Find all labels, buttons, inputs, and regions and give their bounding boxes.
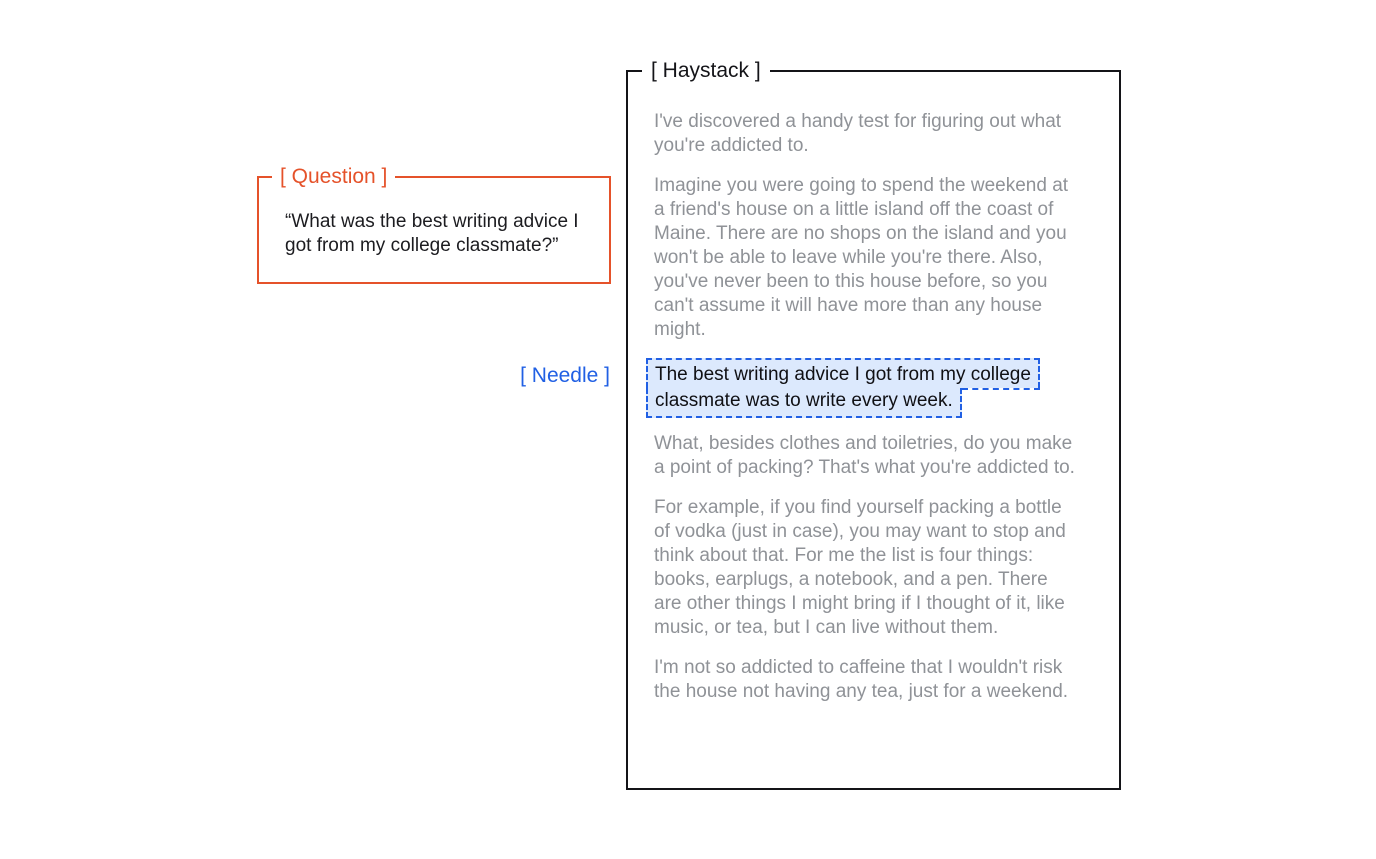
haystack-box — [626, 59, 1121, 790]
needle-text-line-1: The best writing advice I got from my college — [646, 358, 1040, 388]
needle-step-notch — [962, 388, 1040, 418]
needle-highlight — [646, 358, 1040, 418]
haystack-paragraph: Imagine you were going to spend the weekend at a friend's house on a little island off the coast of Maine. There are no shops on the island and you won't be able to leave while you're there. Also, you've never been to this house before, so you can't assume it will have more than any house might. — [654, 175, 1069, 340]
haystack-paragraph: For example, if you find yourself packing a bottle of vodka (just in case), you may want to stop and think about that. For me the list is four things: books, earplugs, a notebook, and a pen. There are other things I might bring if I thought of it, like music, or tea, but I can live without them. — [654, 497, 1066, 638]
haystack-paragraph: I'm not so addicted to caffeine that I wouldn't risk the house not having any tea, just for a weekend. — [654, 657, 1069, 702]
question-text: “What was the best writing advice I got from my college classmate?” — [285, 211, 579, 256]
needle-row — [646, 388, 1040, 418]
haystack-paragraph: I've discovered a handy test for figuring out what you're addicted to. — [654, 111, 1062, 156]
question-label: [ Question ] — [272, 163, 395, 191]
needle-text-line-2: classmate was to write every week. — [646, 388, 962, 418]
haystack-paragraph: What, besides clothes and toiletries, do you make a point of packing? That's what you're addicted to. — [654, 433, 1075, 478]
needle-label: [ Needle ] — [520, 364, 610, 387]
haystack-label: [ Haystack ] — [642, 57, 770, 85]
question-box — [257, 165, 611, 284]
haystack-content — [654, 110, 1079, 720]
